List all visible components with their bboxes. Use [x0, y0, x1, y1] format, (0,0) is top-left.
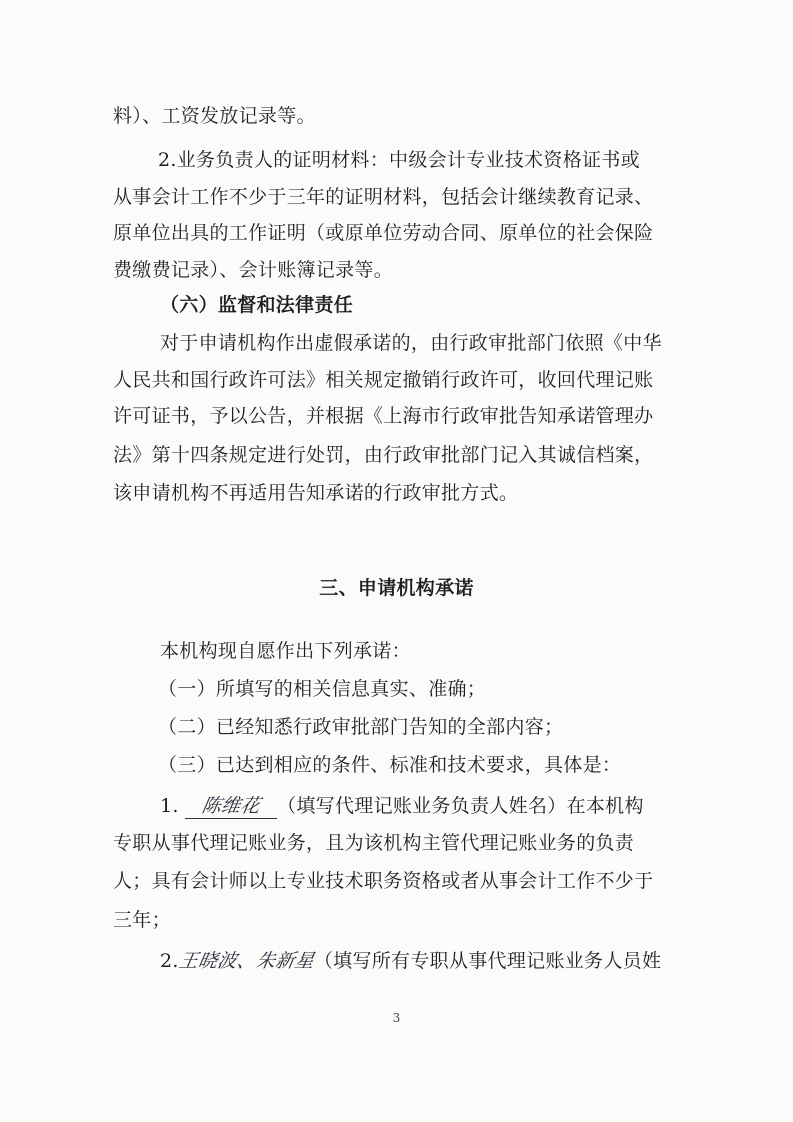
section-heading: 三、申请机构承诺 [319, 577, 474, 599]
handwritten-name: 陈维花 [200, 795, 262, 817]
text-line: 专职从事代理记账业务，且为该机构主管代理记账业务的负责 [113, 832, 635, 854]
handwritten-names: 王晓波、朱新星 [176, 950, 316, 972]
text-line: 本机构现自愿作出下列承诺： [160, 640, 411, 662]
text-fragment: （填写代理记账业务负责人姓名）在本机构 [277, 795, 644, 817]
text-line: （一）所填写的相关信息真实、准确； [158, 678, 487, 700]
text-line: 许可证书，予以公告，并根据《上海市行政审批告知承诺管理办 [113, 405, 654, 427]
text-line-with-signature [0, 949, 793, 973]
text-line: 三年； [113, 909, 171, 931]
text-line: 料）、工资发放记录等。 [113, 105, 316, 127]
text-line: 对于申请机构作出虚假承诺的，由行政审批部门依照《中华 [160, 332, 662, 354]
page-number: 3 [392, 1011, 401, 1025]
text-line-with-signature [0, 794, 793, 819]
text-line: （二）已经知悉行政审批部门告知的全部内容； [158, 716, 564, 738]
text-line: 人；具有会计师以上专业技术职务资格或者从事会计工作不少于 [113, 870, 654, 892]
text-line: 原单位出具的工作证明（或原单位劳动合同、原单位的社会保险 [113, 222, 654, 244]
section-subheading: （六）监督和法律责任 [160, 294, 354, 316]
text-line: 费缴费记录）、会计账簿记录等。 [113, 259, 394, 281]
text-line: 该申请机构不再适用告知承诺的行政审批方式。 [113, 482, 519, 504]
text-line: 从事会计工作不少于三年的证明材料，包括会计继续教育记录、 [113, 186, 654, 208]
item-number: 2. [160, 950, 179, 972]
fill-in-blank [185, 794, 277, 819]
text-line: 法》第十四条规定进行处罚，由行政审批部门记入其诚信档案， [113, 444, 654, 466]
text-line: 人民共和国行政许可法》相关规定撤销行政许可，收回代理记账 [113, 369, 654, 391]
text-line: 2.业务负责人的证明材料：中级会计专业技术资格证书或 [158, 149, 640, 171]
text-fragment: （填写所有专职从事代理记账业务人员姓 [313, 950, 662, 972]
text-line: （三）已达到相应的条件、标准和技术要求，具体是： [158, 754, 622, 776]
item-number: 1. [160, 795, 179, 817]
